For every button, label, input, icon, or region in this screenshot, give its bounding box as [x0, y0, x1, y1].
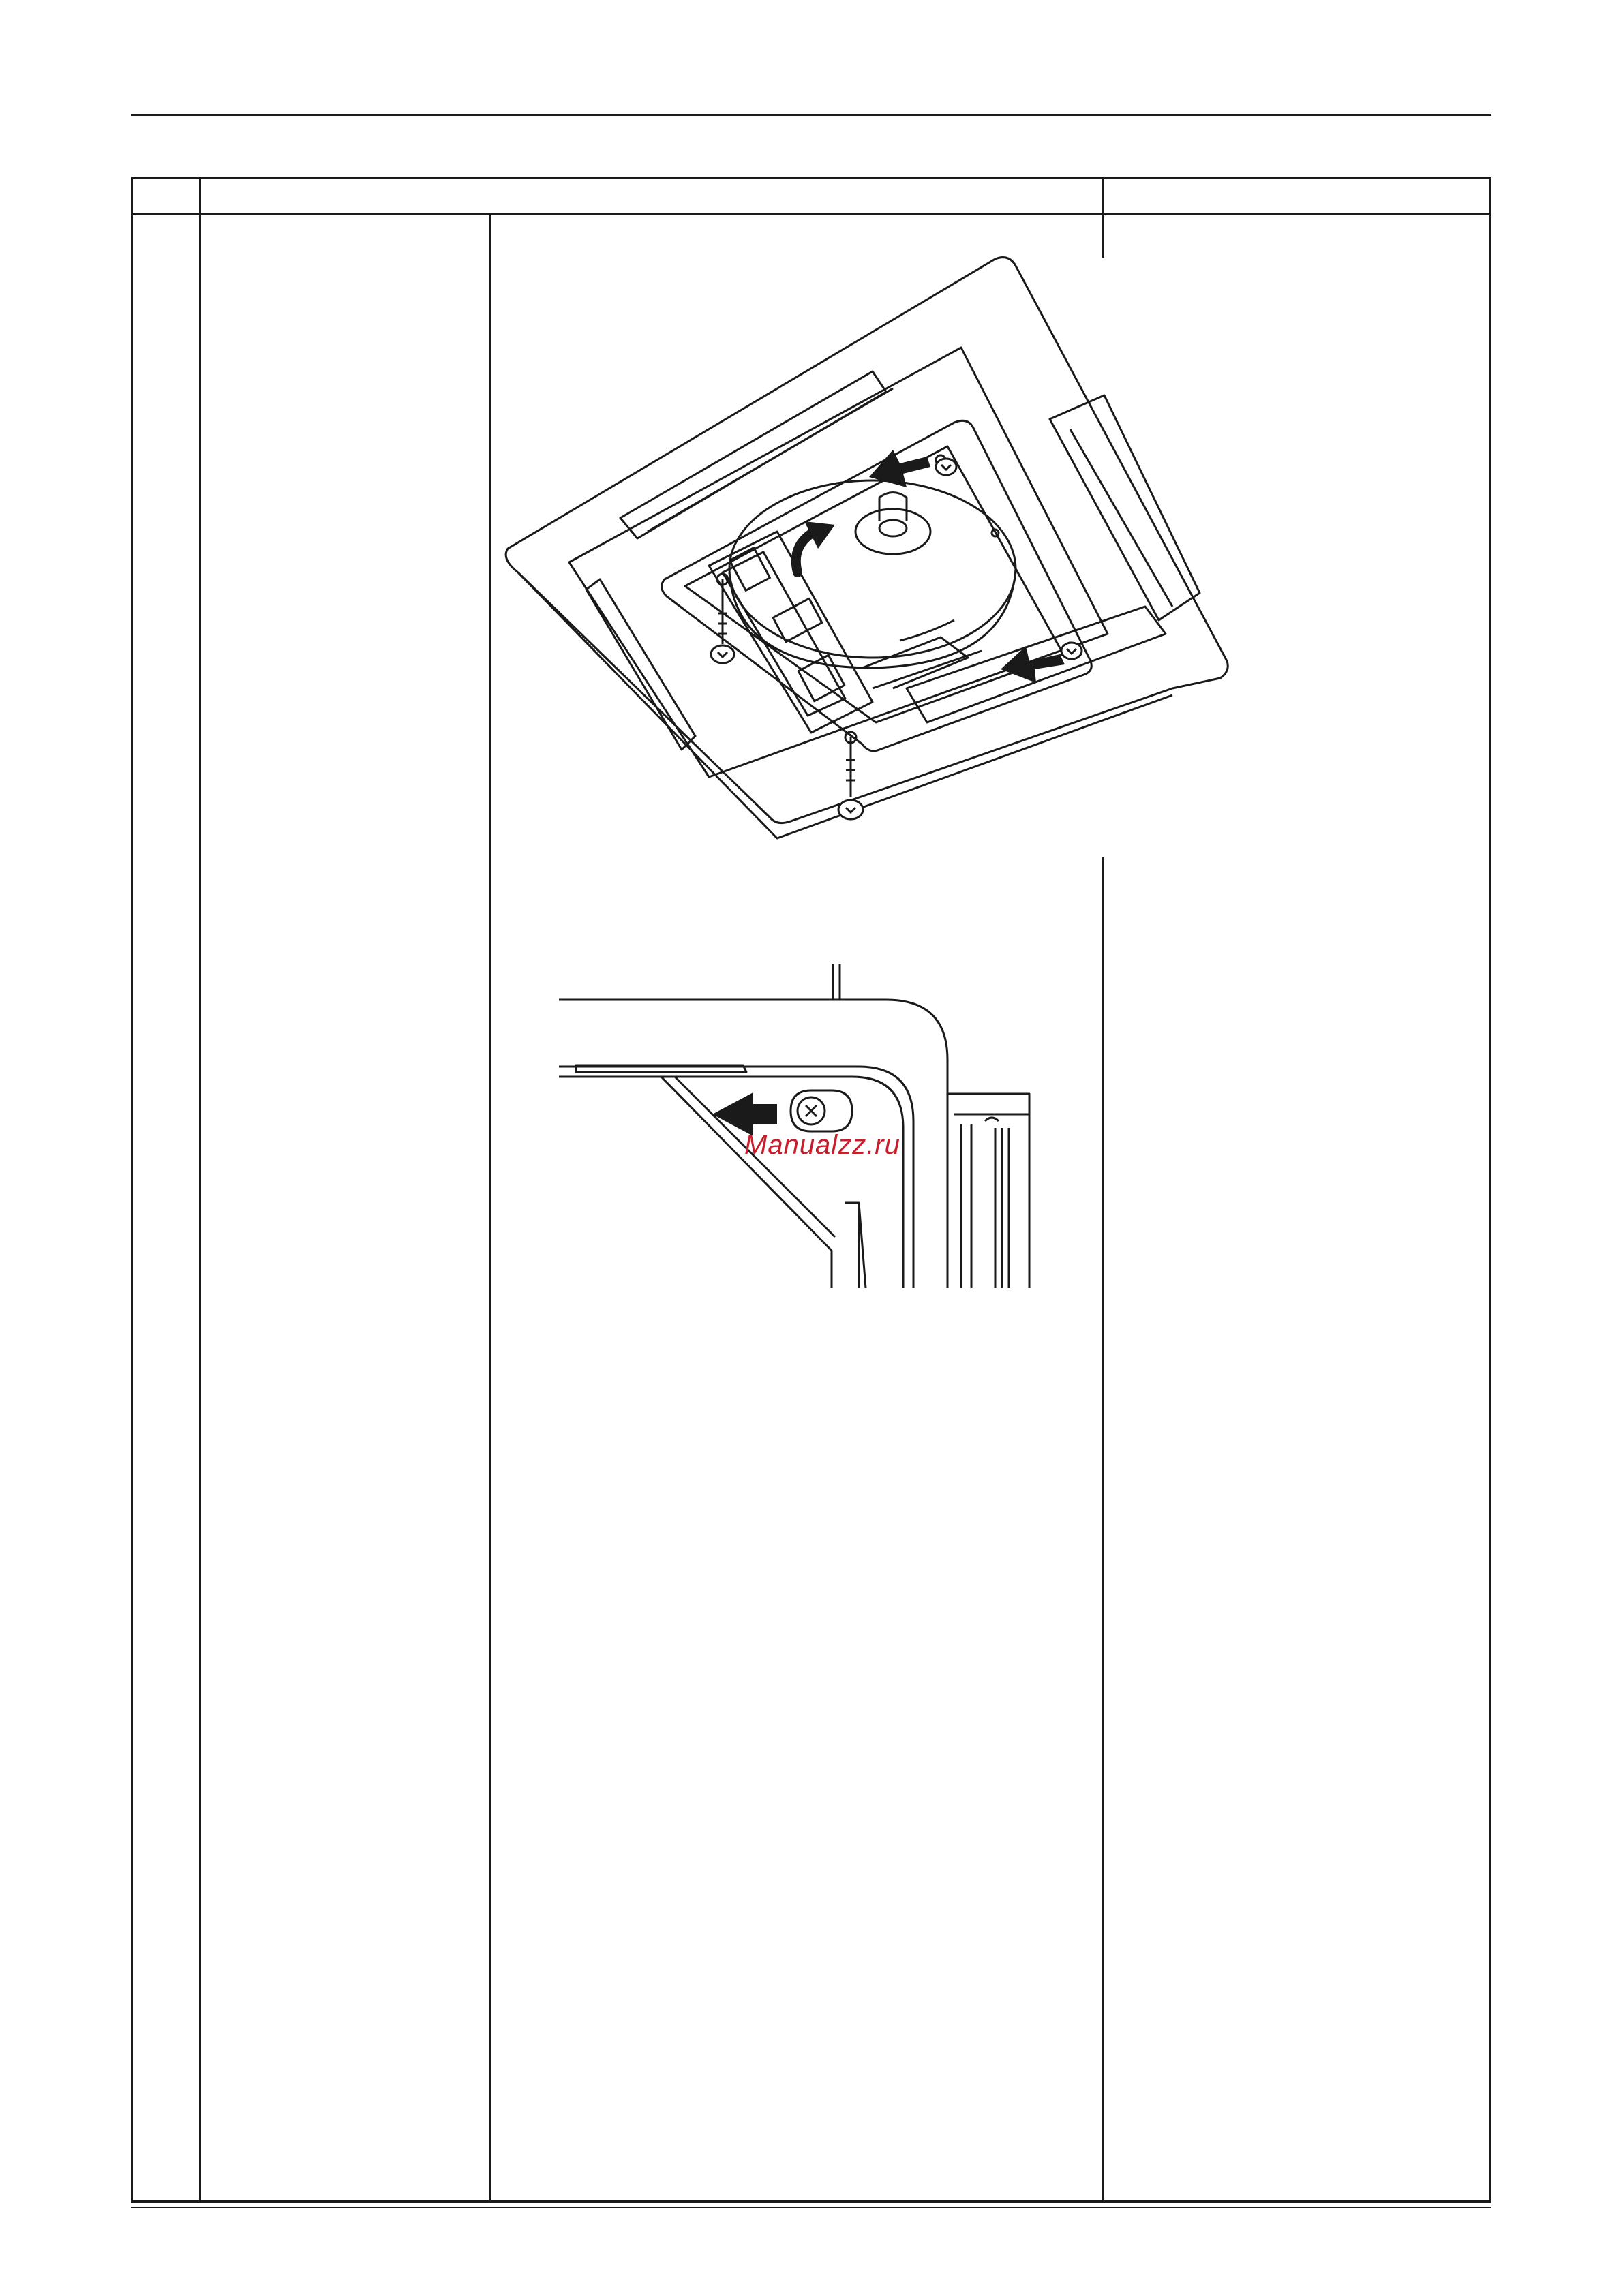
table-header-divider	[131, 213, 1491, 215]
table-right-border	[1489, 177, 1491, 2201]
header-rule	[131, 114, 1491, 116]
footer-rule-thick	[131, 2200, 1491, 2203]
footer-rule-thin	[131, 2207, 1491, 2208]
watermark-text: Manualzz.ru	[744, 1130, 900, 1160]
col-no-divider	[199, 177, 201, 2201]
table-left-border	[131, 177, 133, 2201]
ceiling-cassette-panel-removal-illustration	[491, 252, 1241, 866]
col-remarks-divider-top	[1102, 177, 1104, 258]
table-top-border	[131, 177, 1491, 179]
col-remarks-divider-bottom	[1102, 857, 1104, 2201]
corner-hook-detail-illustration	[559, 964, 1050, 1288]
